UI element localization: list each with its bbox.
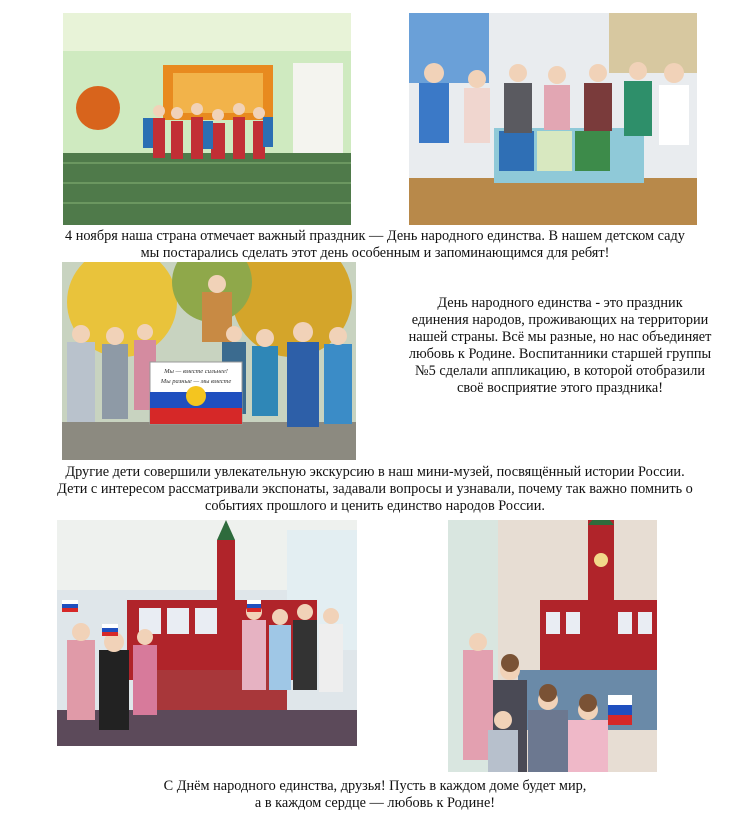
museum-photo-1 <box>57 520 357 746</box>
caption-intro-line-2: мы постарались сделать этот день особенным и запоминающимся для ребят! <box>140 245 610 261</box>
poster-line-2: Мы разные — мы вместе <box>160 378 232 385</box>
side-text-line-1: День народного единства - это праздник <box>437 295 683 311</box>
closing-line-2: а в каждом сердце — любовь к Родине! <box>254 795 496 811</box>
table-photo <box>409 13 697 225</box>
side-text-line-3: нашей страны. Всё мы разные, но нас объединяет <box>408 329 712 345</box>
side-text <box>380 295 740 397</box>
side-text-line-4: любовь к Родине. Воспитанники старшей группы <box>408 346 712 362</box>
side-text-line-2: единения народов, проживающих на территории <box>411 312 709 328</box>
side-text-line-5: №5 сделали аппликацию, в которой отобразили <box>414 363 705 379</box>
poster <box>150 362 242 424</box>
museum-photo-2 <box>448 520 657 772</box>
hall-photo <box>63 13 351 225</box>
side-text-line-6: своё восприятие этого праздника! <box>457 380 663 396</box>
closing-greeting <box>20 778 730 812</box>
caption-museum-line-3: событиях прошлого и ценить единство народов России. <box>205 498 545 514</box>
caption-intro <box>20 228 730 262</box>
poster-line-1: Мы — вместе сильнее! <box>164 368 228 375</box>
caption-museum-line-1: Другие дети совершили увлекательную экскурсию в наш мини-музей, посвящённый истории России. <box>65 464 685 480</box>
outdoor-photo <box>62 262 356 460</box>
caption-museum-line-2: Дети с интересом рассматривали экспонаты, задавали вопросы и узнавали, почему так важно помнить о <box>57 481 693 497</box>
closing-line-1: С Днём народного единства, друзья! Пусть в каждом доме будет мир, <box>163 778 587 794</box>
caption-museum <box>20 464 730 515</box>
caption-intro-line-1: 4 ноября наша страна отмечает важный праздник — День народного единства. В нашем детском саду <box>65 228 685 244</box>
